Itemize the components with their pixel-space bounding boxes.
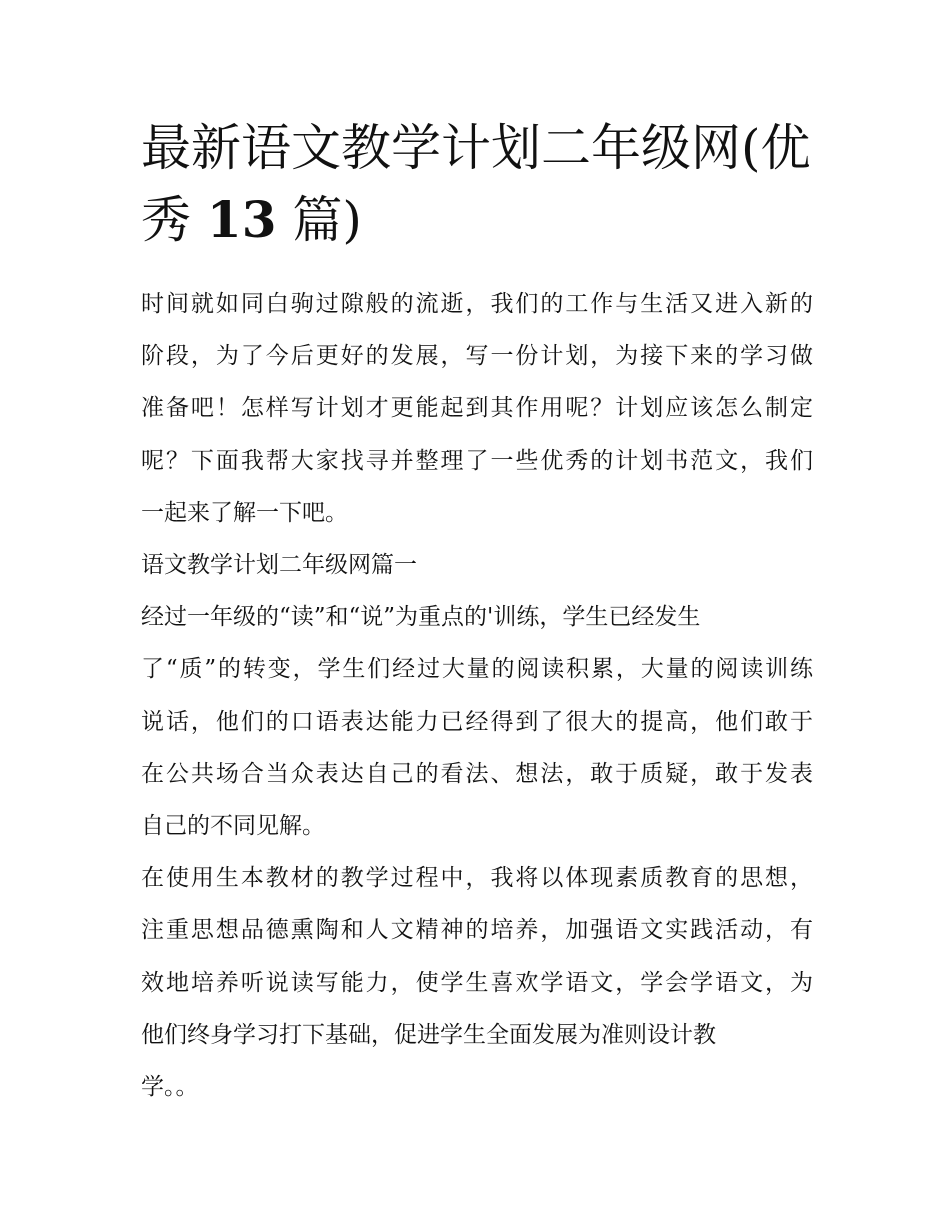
- intro-line: 时间就如同白驹过隙般的流逝，我们的工作与生活又进入新的: [141, 291, 813, 317]
- paragraph-1-line: 在公共场合当众表达自己的看法、想法，敢于质疑，敢于发表: [141, 760, 813, 787]
- title-line-2-prefix: 秀: [141, 191, 191, 249]
- document-body: [141, 278, 813, 1113]
- paragraph-2-line: 在使用生本教材的教学过程中，我将以体现素质教育的思想，: [141, 865, 813, 892]
- paragraph-1: [141, 591, 813, 852]
- document-title: [141, 112, 813, 256]
- paragraph-2: [141, 852, 813, 1113]
- section-heading-text: 语文教学计划二年级网篇一: [141, 552, 417, 579]
- title-number: 13: [206, 190, 277, 249]
- paragraph-1-line: 了“质”的转变，学生们经过大量的阅读积累，大量的阅读训练: [141, 656, 813, 683]
- paragraph-2-line: 效地培养听说读写能力，使学生喜欢学语文，学会学语文，为: [141, 969, 813, 996]
- paragraph-1-line: 自己的不同见解。: [141, 813, 325, 840]
- paragraph-1-line: 经过一年级的“读”和“说”为重点的'训练，学生已经发生: [141, 604, 701, 631]
- intro-line: 准备吧！怎样写计划才更能起到其作用呢？计划应该怎么制定: [141, 395, 813, 422]
- paragraph-2-line: 注重思想品德熏陶和人文精神的培养，加强语文实践活动，有: [141, 917, 813, 944]
- paragraph-1-line: 说话，他们的口语表达能力已经得到了很大的提高，他们敢于: [141, 708, 813, 735]
- section-heading: [141, 539, 813, 591]
- title-line-1: 最新语文教学计划二年级网(优: [141, 119, 811, 177]
- title-line-2-suffix: 篇): [292, 191, 362, 249]
- paragraph-2-line: 学。。: [141, 1074, 199, 1101]
- intro-line: 呢？下面我帮大家找寻并整理了一些优秀的计划书范文，我们: [141, 447, 813, 474]
- document-page: [141, 112, 813, 1113]
- intro-line: 阶段，为了今后更好的发展，写一份计划，为接下来的学习做: [141, 343, 813, 370]
- intro-paragraph: [141, 278, 813, 539]
- intro-line: 一起来了解一下吧。: [141, 499, 348, 526]
- paragraph-2-line: 他们终身学习打下基础，促进学生全面发展为准则设计教: [141, 1021, 716, 1048]
